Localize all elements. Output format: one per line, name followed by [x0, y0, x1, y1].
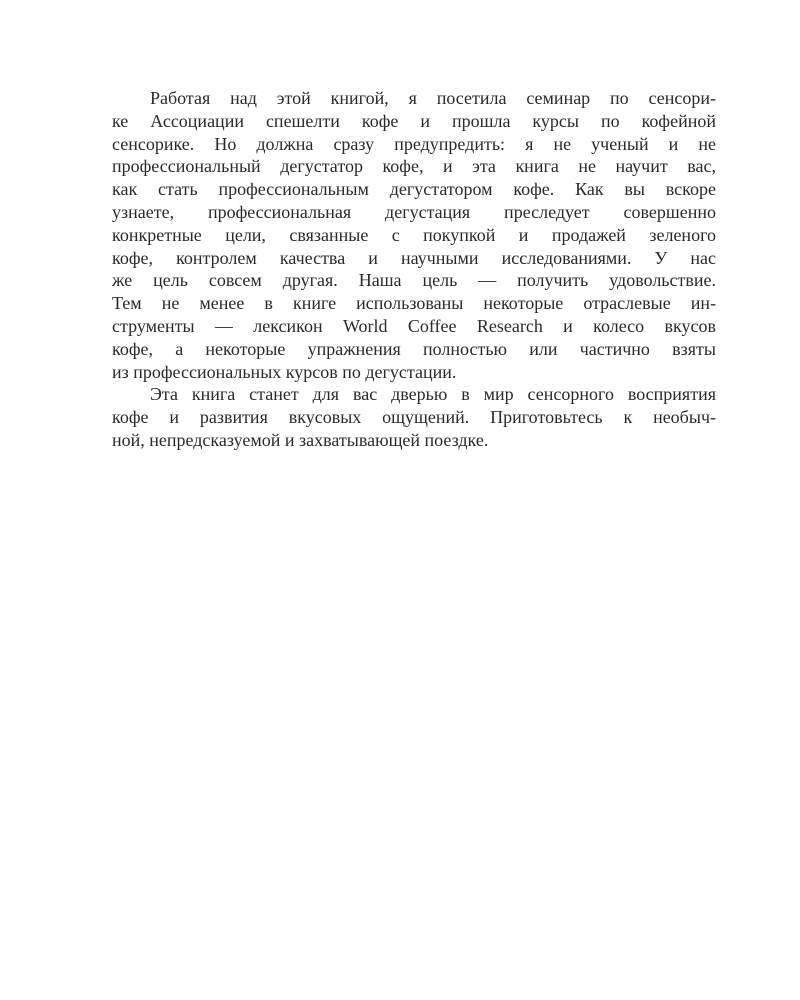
paragraph-1: [112, 87, 716, 383]
paragraph-2: [112, 383, 716, 451]
text-line: же цель совсем другая. Наша цель — получить удовольствие.: [112, 270, 716, 291]
text-line: кофе, а некоторые упражнения полностью или частично взяты: [112, 338, 716, 359]
text-line: как стать профессиональным дегустатором кофе. Как вы вскоре: [112, 179, 716, 200]
text-line: Тем не менее в книге использованы некоторые отраслевые ин-: [112, 293, 716, 314]
text-line: кофе и развития вкусовых ощущений. Приготовьтесь к необыч-: [112, 407, 716, 428]
text-line: струменты — лексикон World Coffee Research и колесо вкусов: [112, 315, 716, 336]
text-line: ке Ассоциации спешелти кофе и прошла курсы по кофейной: [112, 110, 716, 131]
text-line: из профессиональных курсов по дегустации.: [112, 361, 457, 382]
text-line: Работая над этой книгой, я посетила семинар по сенсори-: [150, 88, 716, 108]
text-line: профессиональный дегустатор кофе, и эта книга не научит вас,: [112, 156, 716, 177]
text-line: кофе, контролем качества и научными исследованиями. У нас: [112, 247, 716, 268]
text-line: ной, непредсказуемой и захватывающей поездке.: [112, 429, 489, 450]
text-line: Эта книга станет для вас дверью в мир сенсорного восприятия: [150, 384, 716, 405]
body-text: [112, 87, 716, 452]
text-line: конкретные цели, связанные с покупкой и продажей зеленого: [112, 224, 716, 245]
text-line: сенсорике. Но должна сразу предупредить: я не ученый и не: [112, 133, 716, 154]
text-line: узнаете, профессиональная дегустация преследует совершенно: [112, 201, 716, 222]
